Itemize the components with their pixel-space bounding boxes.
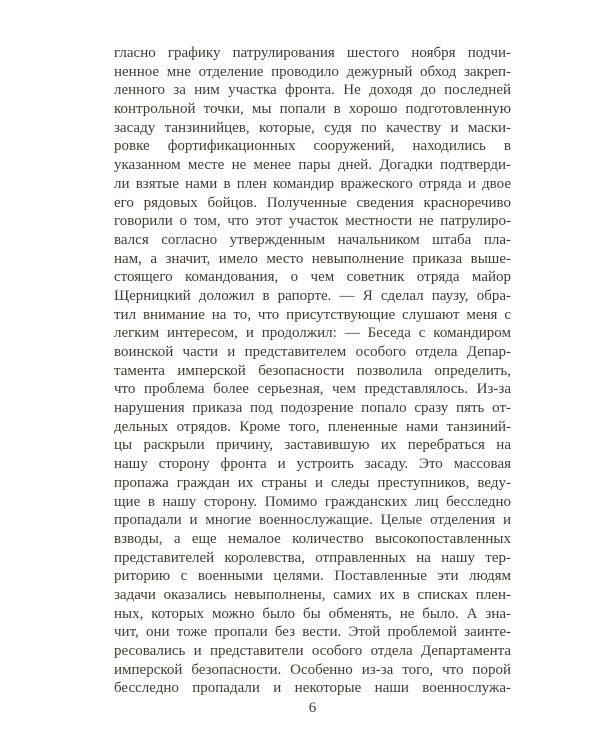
text-line: ли взятые нами в плен командир вражеского отряда и двое xyxy=(114,175,511,192)
page-number: 6 xyxy=(308,700,317,716)
text-line: пропажа граждан их страны и следы преступников, веду- xyxy=(114,474,511,491)
text-line: тамента имперской безопасности позволила определить, xyxy=(114,362,511,379)
text-block xyxy=(114,44,511,698)
text-line: чит, они тоже пропали без вести. Этой проблемой заинте- xyxy=(114,624,511,641)
text-line: воинской части и представителем особого отдела Депар- xyxy=(114,344,511,360)
text-line: щие в нашу сторону. Помимо гражданских лиц бесследно xyxy=(114,493,511,510)
text-line: ленного за ним участка фронта. Не доходя до последней xyxy=(114,82,511,99)
text-line: ненное мне отделение проводило дежурный обход закреп- xyxy=(114,63,511,80)
text-line: что проблема более серьезная, чем представлялось. Из-за xyxy=(114,381,511,398)
text-line: ресовались и представители особого отдела Департамента xyxy=(114,643,511,659)
text-line: имперской безопасности. Особенно из-за того, что порой xyxy=(114,661,511,678)
text-line: задачи оказались невыполнены, самих их в списках плен- xyxy=(114,586,511,603)
text-line: стоящего командования, о чем советник отряда майор xyxy=(114,269,511,286)
text-line: нарушения приказа под подозрение попало сразу пять от- xyxy=(114,400,511,417)
text-line: бесследно пропадали и некоторые наши военнослужа- xyxy=(114,680,511,697)
text-line: указанном месте не менее пары дней. Догадки подтверди- xyxy=(114,157,511,174)
text-line: нам, а значит, имело место невыполнение приказа выше- xyxy=(114,250,511,267)
text-line: его рядовых бойцов. Полученные сведения красноречиво xyxy=(114,194,511,211)
text-line: цы раскрыли причину, заставившую их перебраться на xyxy=(114,437,511,454)
text-line: контрольной точки, мы попали в хорошо подготовленную xyxy=(114,101,511,118)
text-line: ровке фортификационных сооружений, находились в xyxy=(114,138,511,155)
text-line: риторию с военными целями. Поставленные эти людям xyxy=(114,568,511,585)
text-line: засаду танзинийцев, которые, судя по качеству и маски- xyxy=(114,119,511,136)
text-line: говорили о том, что этот участок местности не патрулиро- xyxy=(114,213,511,230)
text-line: дельных отрядов. Кроме того, плененные нами танзиний- xyxy=(114,418,511,435)
text-line: представителей королевства, отправленных на нашу тер- xyxy=(114,549,511,566)
text-line: гласно графику патрулирования шестого ноября подчи- xyxy=(114,45,511,61)
text-line: тил внимание на то, что присутствующие слушают меня с xyxy=(114,306,511,323)
text-line: легким интересом, и продолжил: — Беседа с командиром xyxy=(114,325,511,342)
text-line: пропадали и многие военнослужащие. Целые отделения и xyxy=(114,512,511,529)
text-line: ных, которых можно было бы обменять, не было. А зна- xyxy=(114,605,511,622)
text-line: вался согласно утвержденным начальником штаба пла- xyxy=(114,231,511,248)
text-line: взводы, а еще немалое количество высокопоставленных xyxy=(114,530,511,547)
text-line: нашу сторону фронта и устроить засаду. Это массовая xyxy=(114,456,511,473)
text-line: Щерницкий доложил в рапорте. — Я сделал паузу, обра- xyxy=(114,287,511,304)
